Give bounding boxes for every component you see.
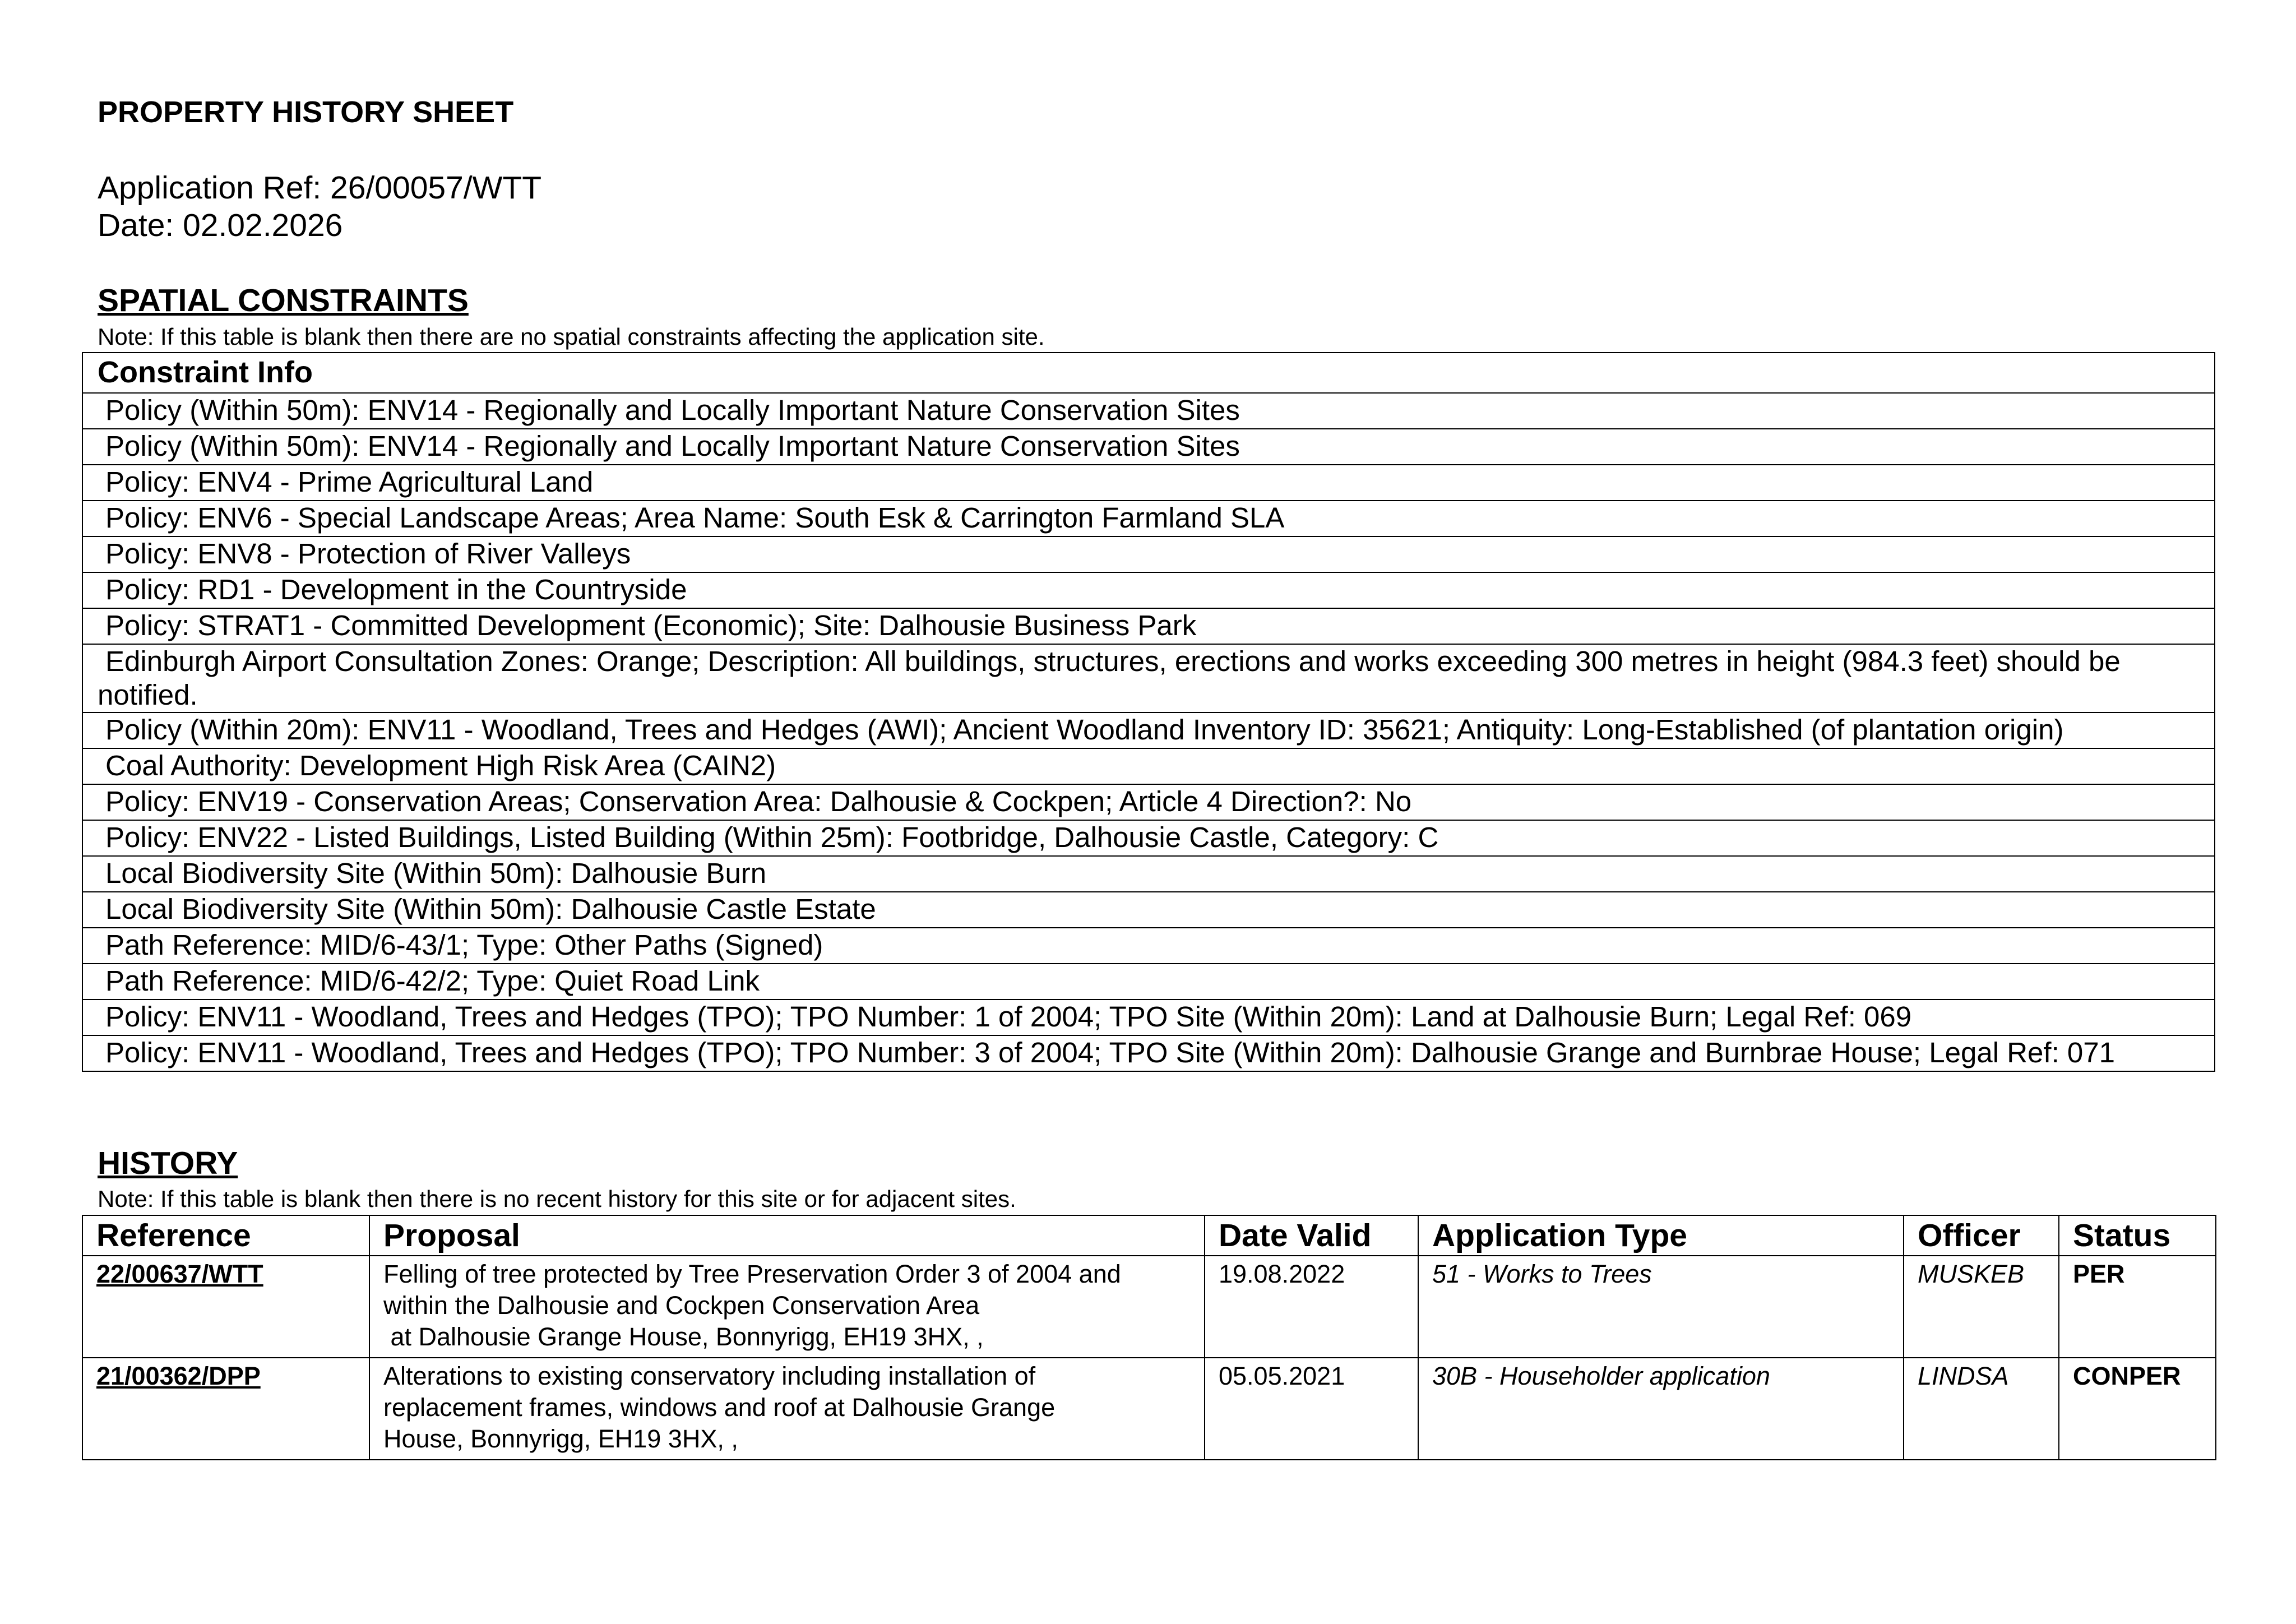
history-row xyxy=(82,1358,2216,1460)
constraint-row xyxy=(82,964,2215,1000)
officer-cell: LINDSA xyxy=(1904,1358,2059,1460)
date-valid-header: Date Valid xyxy=(1205,1215,1418,1256)
spatial-constraints-note: Note: If this table is blank then there are no spatial constraints affecting the application site. xyxy=(98,323,1045,350)
constraint-row xyxy=(82,892,2215,928)
constraint-row xyxy=(82,572,2215,608)
date-valid-cell: 19.08.2022 xyxy=(1205,1256,1418,1358)
constraint-row xyxy=(82,748,2215,784)
application-ref: Application Ref: 26/00057/WTT xyxy=(98,170,542,206)
date-valid-cell: 05.05.2021 xyxy=(1205,1358,1418,1460)
constraint-row xyxy=(82,608,2215,644)
constraint-info-header: Constraint Info xyxy=(82,353,2215,393)
constraint-row xyxy=(82,1035,2215,1071)
constraint-cell: Policy (Within 50m): ENV14 - Regionally and Locally Important Nature Conservation Sites xyxy=(82,429,2215,465)
constraint-cell: Policy: RD1 - Development in the Countryside xyxy=(82,572,2215,608)
history-row xyxy=(82,1256,2216,1358)
constraint-cell: Local Biodiversity Site (Within 50m): Dalhousie Castle Estate xyxy=(82,892,2215,928)
history-heading: HISTORY xyxy=(98,1145,238,1181)
constraint-cell: Policy: STRAT1 - Committed Development (Economic); Site: Dalhousie Business Park xyxy=(82,608,2215,644)
document-title: PROPERTY HISTORY SHEET xyxy=(98,95,514,129)
constraint-row xyxy=(82,465,2215,501)
proposal-line: replacement frames, windows and roof at Dalhousie Grange xyxy=(383,1393,1056,1422)
constraint-row xyxy=(82,1000,2215,1035)
status-cell: PER xyxy=(2059,1256,2216,1358)
constraint-row xyxy=(82,644,2215,712)
constraint-row xyxy=(82,784,2215,820)
constraint-row xyxy=(82,928,2215,964)
document-date: Date: 02.02.2026 xyxy=(98,207,343,243)
proposal-line: House, Bonnyrigg, EH19 3HX, , xyxy=(383,1424,738,1453)
proposal-cell xyxy=(369,1256,1205,1358)
proposal-line: Felling of tree protected by Tree Preservation Order 3 of 2004 and xyxy=(383,1260,1121,1288)
proposal-line: within the Dalhousie and Cockpen Conservation Area xyxy=(383,1291,980,1320)
constraint-cell: Policy: ENV22 - Listed Buildings, Listed Building (Within 25m): Footbridge, Dalhousie Castle, Category: C xyxy=(82,820,2215,856)
constraint-row xyxy=(82,712,2215,748)
status-header: Status xyxy=(2059,1215,2216,1256)
constraint-cell: Policy: ENV8 - Protection of River Valleys xyxy=(82,536,2215,572)
constraint-row xyxy=(82,856,2215,892)
constraints-header-row xyxy=(82,353,2215,393)
constraint-row xyxy=(82,429,2215,465)
constraint-cell: Policy: ENV11 - Woodland, Trees and Hedges (TPO); TPO Number: 3 of 2004; TPO Site (Within 20m): Dalhousie Grange and Burnbrae House; Legal Ref: 071 xyxy=(82,1035,2215,1071)
history-note: Note: If this table is blank then there is no recent history for this site or for adjacent sites. xyxy=(98,1186,1016,1212)
constraint-row xyxy=(82,536,2215,572)
constraints-table xyxy=(82,352,2215,1072)
constraint-row xyxy=(82,820,2215,856)
constraint-cell: Edinburgh Airport Consultation Zones: Orange; Description: All buildings, structures, erections and works exceeding 300 metres in height (984.3 feet) should be notified. xyxy=(82,644,2215,712)
reference-header: Reference xyxy=(82,1215,369,1256)
reference-link[interactable]: 21/00362/DPP xyxy=(96,1362,261,1390)
status-cell: CONPER xyxy=(2059,1358,2216,1460)
proposal-line: at Dalhousie Grange House, Bonnyrigg, EH19 3HX, , xyxy=(383,1322,984,1351)
reference-link[interactable]: 22/00637/WTT xyxy=(96,1260,263,1288)
proposal-header: Proposal xyxy=(369,1215,1205,1256)
spatial-constraints-heading: SPATIAL CONSTRAINTS xyxy=(98,283,469,318)
proposal-line: Alterations to existing conservatory including installation of xyxy=(383,1362,1036,1390)
reference-cell xyxy=(82,1256,369,1358)
application-type-cell: 51 - Works to Trees xyxy=(1418,1256,1904,1358)
officer-header: Officer xyxy=(1904,1215,2059,1256)
constraint-cell: Policy: ENV4 - Prime Agricultural Land xyxy=(82,465,2215,501)
constraint-cell: Path Reference: MID/6-42/2; Type: Quiet Road Link xyxy=(82,964,2215,1000)
constraint-cell: Policy: ENV6 - Special Landscape Areas; Area Name: South Esk & Carrington Farmland SLA xyxy=(82,501,2215,536)
application-type-cell: 30B - Householder application xyxy=(1418,1358,1904,1460)
history-table xyxy=(82,1215,2216,1460)
constraint-row xyxy=(82,501,2215,536)
constraint-cell: Policy: ENV11 - Woodland, Trees and Hedges (TPO); TPO Number: 1 of 2004; TPO Site (Within 20m): Land at Dalhousie Burn; Legal Ref: 069 xyxy=(82,1000,2215,1035)
constraint-cell: Policy (Within 50m): ENV14 - Regionally and Locally Important Nature Conservation Sites xyxy=(82,393,2215,429)
officer-cell: MUSKEB xyxy=(1904,1256,2059,1358)
application-type-header: Application Type xyxy=(1418,1215,1904,1256)
constraint-cell: Policy: ENV19 - Conservation Areas; Conservation Area: Dalhousie & Cockpen; Article 4 Direction?: No xyxy=(82,784,2215,820)
constraint-cell: Coal Authority: Development High Risk Area (CAIN2) xyxy=(82,748,2215,784)
history-header-row xyxy=(82,1215,2216,1256)
reference-cell xyxy=(82,1358,369,1460)
constraint-cell: Policy (Within 20m): ENV11 - Woodland, Trees and Hedges (AWI); Ancient Woodland Inventory ID: 35621; Antiquity: Long-Established (of plantation origin) xyxy=(82,712,2215,748)
proposal-cell xyxy=(369,1358,1205,1460)
constraint-cell: Path Reference: MID/6-43/1; Type: Other Paths (Signed) xyxy=(82,928,2215,964)
constraint-row xyxy=(82,393,2215,429)
constraint-cell: Local Biodiversity Site (Within 50m): Dalhousie Burn xyxy=(82,856,2215,892)
